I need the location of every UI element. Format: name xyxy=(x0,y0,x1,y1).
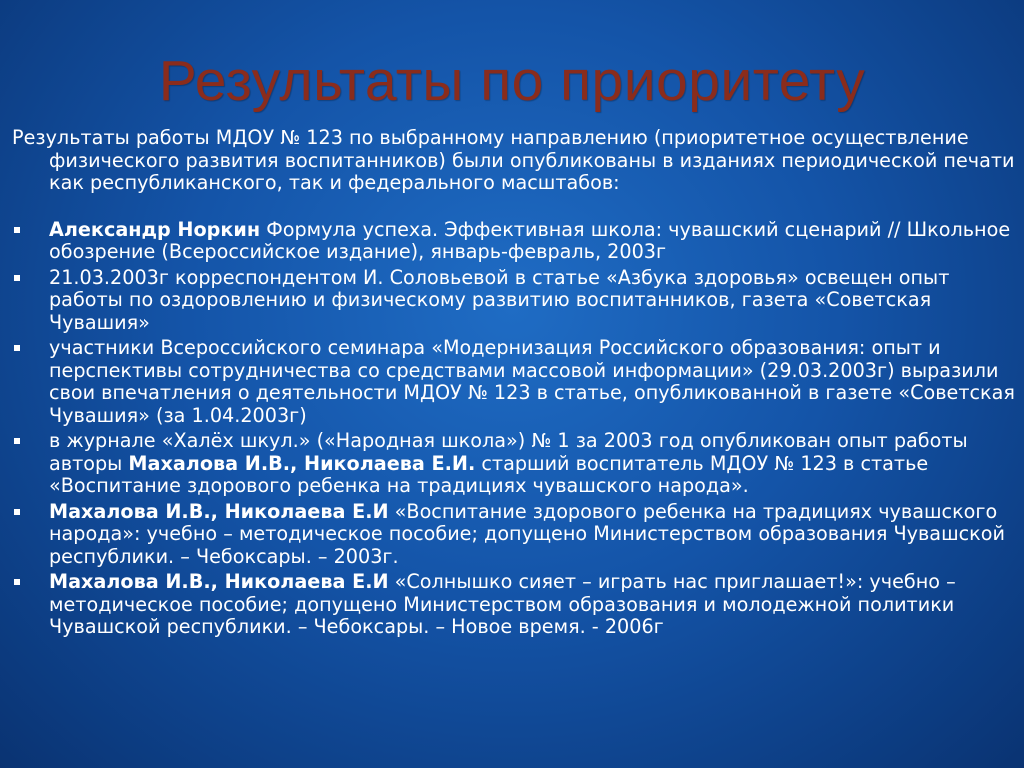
list-item xyxy=(12,501,1017,569)
item-text: Формула успеха. Эффективная школа: чувашский сценарий // Школьное обозрение (Всероссийское издание), январь-февраль, 2003г xyxy=(49,217,1011,263)
item-text-after: старший воспитатель МДОУ № 123 в статье «Воспитание здорового ребенка на традициях чувашского народа». xyxy=(49,451,929,497)
item-text: в журнале «Халёх шкул.» («Народная школа») № 1 за 2003 год опубликован опыт работы авторы xyxy=(49,429,968,475)
list-item xyxy=(12,219,1017,264)
publication-list xyxy=(12,219,1017,639)
list-item xyxy=(12,337,1017,427)
square-bullet-icon xyxy=(14,579,20,585)
item-bold-prefix: Александр Норкин xyxy=(49,217,261,241)
intro-paragraph: Результаты работы МДОУ № 123 по выбранному направлению (приоритетное осуществление физического развития воспитанников) были опубликованы в изданиях периодической печати как республиканского, так и федерального масштабов: xyxy=(12,126,1015,194)
slide-body xyxy=(12,127,1017,642)
square-bullet-icon xyxy=(14,227,20,233)
square-bullet-icon xyxy=(14,345,20,351)
list-item xyxy=(12,430,1017,498)
square-bullet-icon xyxy=(14,275,20,281)
square-bullet-icon xyxy=(14,438,20,444)
slide-title: Результаты по приоритету xyxy=(158,49,866,113)
list-item xyxy=(12,267,1017,335)
item-text: «Солнышко сияет – играть нас приглашает!»: учебно – методическое пособие; допущено Министерством образования и молодежной политики Чувашской республики. – Чебоксары. – Новое время. - 2006г xyxy=(49,570,956,638)
item-text: участники Всероссийского семинара «Модернизация Российского образования: опыт и перспективы сотрудничества со средствами массовой информации» (29.03.2003г) выразили свои впечатления о деятельности МДОУ № 123 в статье, опубликованной в газете «Советская Чувашия» (за 1.04.2003г) xyxy=(49,336,1015,427)
list-item xyxy=(12,571,1017,639)
item-text: 21.03.2003г корреспондентом И. Соловьевой в статье «Азбука здоровья» освещен опыт работы по оздоровлению и физическому развитию воспитанников, газета «Советская Чувашия» xyxy=(49,265,950,334)
item-bold-prefix: Махалова И.В., Николаева Е.И xyxy=(49,570,389,593)
item-bold-prefix: Махалова И.В., Николаева Е.И xyxy=(49,499,389,523)
square-bullet-icon xyxy=(14,509,20,515)
item-bold-authors: Махалова И.В., Николаева Е.И. xyxy=(128,451,476,475)
item-text: «Воспитание здорового ребенка на традициях чувашского народа»: учебно – методическое пособие; допущено Министерством образования Чувашской республики. – Чебоксары. – 2003г. xyxy=(49,499,1005,568)
